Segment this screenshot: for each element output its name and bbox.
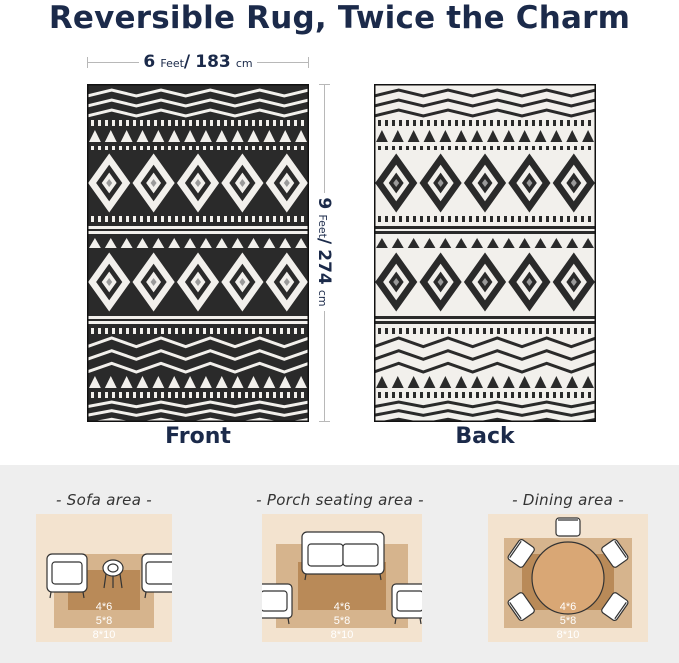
dining-chair-icon (556, 518, 580, 536)
armchair-icon (262, 584, 292, 624)
height-feet-unit: Feet (316, 214, 329, 238)
width-cm-unit: cm (235, 57, 253, 70)
height-feet-value: 9 (314, 197, 334, 210)
back-label: Back (455, 424, 515, 449)
height-separator: / (314, 237, 334, 245)
porch-area-title: - Porch seating area - (256, 491, 424, 509)
armchair-icon (392, 584, 422, 624)
width-cm-value: 183 (195, 52, 231, 72)
size-8x10-label: 8*10 (330, 629, 354, 641)
size-5x8-label: 5*8 (333, 615, 351, 627)
size-4x6-label: 4*6 (559, 601, 577, 613)
dining-area-scene (488, 514, 648, 642)
height-cm-value: 274 (314, 249, 334, 285)
rug-back-image (374, 84, 596, 422)
width-feet-unit: Feet (160, 57, 184, 70)
size-5x8-label: 5*8 (559, 615, 577, 627)
sofa-area-title: - Sofa area - (56, 491, 152, 509)
front-label: Front (165, 424, 231, 449)
size-4x6-label: 4*6 (333, 601, 351, 613)
armchair-icon (47, 554, 87, 598)
size-8x10-label: 8*10 (92, 629, 116, 641)
armchair-icon (142, 554, 172, 598)
width-feet-value: 6 (143, 52, 156, 72)
size-5x8-label: 5*8 (95, 615, 113, 627)
size-8x10-label: 8*10 (556, 629, 580, 641)
rug-front-image (87, 84, 309, 422)
sofa-area-scene (36, 514, 172, 642)
width-dimension-label (87, 52, 309, 72)
width-separator: / (183, 52, 191, 72)
height-cm-unit: cm (316, 289, 329, 307)
height-dimension-label (314, 152, 334, 352)
sofa-icon (302, 532, 384, 580)
dining-area-title: - Dining area - (512, 491, 624, 509)
porch-area-scene (262, 514, 422, 642)
page-title: Reversible Rug, Twice the Charm (48, 0, 631, 36)
size-4x6-label: 4*6 (95, 601, 113, 613)
